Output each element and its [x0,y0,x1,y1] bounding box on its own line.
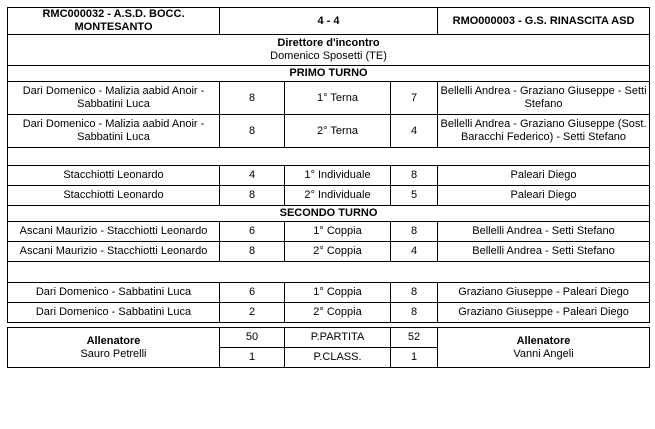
class-label: P.CLASS. [285,348,391,368]
away-score: 8 [391,303,438,323]
away-players: Bellelli Andrea - Graziano Giuseppe (Sost. Baracchi Federico) - Setti Stefano [438,115,650,148]
game-type: 1° Coppia [285,283,391,303]
home-players: Stacchiotti Leonardo [8,166,220,186]
away-players: Paleari Diego [438,186,650,206]
home-score: 8 [220,242,285,262]
table-row [8,222,650,242]
spacer-cell [8,148,650,166]
game-type: 1° Coppia [285,222,391,242]
table-row [8,186,650,206]
director-cell [8,35,650,66]
home-coach-name: Sauro Petrelli [80,347,147,360]
spacer-row [8,262,650,283]
away-score: 8 [391,283,438,303]
home-coach-label: Allenatore [86,334,141,347]
home-score: 6 [220,222,285,242]
table-row [8,283,650,303]
home-score: 8 [220,82,285,115]
director-name: Domenico Sposetti (TE) [270,50,387,62]
table-row [8,115,650,148]
spacer-row [8,148,650,166]
director-label: Direttore d'incontro [277,37,380,49]
table-row [8,303,650,323]
game-type: 2° Individuale [285,186,391,206]
home-players: Dari Domenico - Sabbatini Luca [8,303,220,323]
home-players: Dari Domenico - Malizia aabid Anoir - Sabbatini Luca [8,115,220,148]
turno2-title-row [8,206,650,222]
footer-row-partita [8,328,650,348]
home-partita-points: 50 [220,328,285,348]
header-row [8,8,650,35]
away-players: Bellelli Andrea - Setti Stefano [438,242,650,262]
game-type: 2° Coppia [285,303,391,323]
table-row [8,82,650,115]
match-score: 4 - 4 [220,8,438,35]
away-score: 4 [391,115,438,148]
away-score: 7 [391,82,438,115]
home-players: Ascani Maurizio - Stacchiotti Leonardo [8,242,220,262]
game-type: 1° Individuale [285,166,391,186]
away-class-points: 1 [391,348,438,368]
away-players: Graziano Giuseppe - Paleari Diego [438,303,650,323]
table-row [8,166,650,186]
game-type: 2° Coppia [285,242,391,262]
away-players: Bellelli Andrea - Setti Stefano [438,222,650,242]
partita-label: P.PARTITA [285,328,391,348]
away-partita-points: 52 [391,328,438,348]
home-coach-cell [8,328,220,368]
away-score: 4 [391,242,438,262]
home-team-name: RMC000032 - A.S.D. BOCC. MONTESANTO [8,8,220,35]
home-score: 4 [220,166,285,186]
away-players: Graziano Giuseppe - Paleari Diego [438,283,650,303]
turno1-title: PRIMO TURNO [8,66,650,82]
turno1-title-row [8,66,650,82]
away-players: Bellelli Andrea - Graziano Giuseppe - Setti Stefano [438,82,650,115]
away-team-name: RMO000003 - G.S. RINASCITA ASD [438,8,650,35]
away-coach-cell [438,328,650,368]
home-players: Dari Domenico - Sabbatini Luca [8,283,220,303]
home-class-points: 1 [220,348,285,368]
away-players: Paleari Diego [438,166,650,186]
home-score: 8 [220,115,285,148]
home-players: Ascani Maurizio - Stacchiotti Leonardo [8,222,220,242]
away-score: 8 [391,166,438,186]
match-sheet [7,7,649,368]
home-players: Stacchiotti Leonardo [8,186,220,206]
away-coach-label: Allenatore [516,334,571,347]
game-type: 1° Terna [285,82,391,115]
away-score: 5 [391,186,438,206]
away-coach-name: Vanni Angeli [513,347,574,360]
match-table [7,7,650,368]
home-score: 8 [220,186,285,206]
director-row [8,35,650,66]
home-score: 6 [220,283,285,303]
turno2-title: SECONDO TURNO [8,206,650,222]
home-score: 2 [220,303,285,323]
game-type: 2° Terna [285,115,391,148]
home-players: Dari Domenico - Malizia aabid Anoir - Sabbatini Luca [8,82,220,115]
spacer-cell [8,262,650,283]
table-row [8,242,650,262]
away-score: 8 [391,222,438,242]
